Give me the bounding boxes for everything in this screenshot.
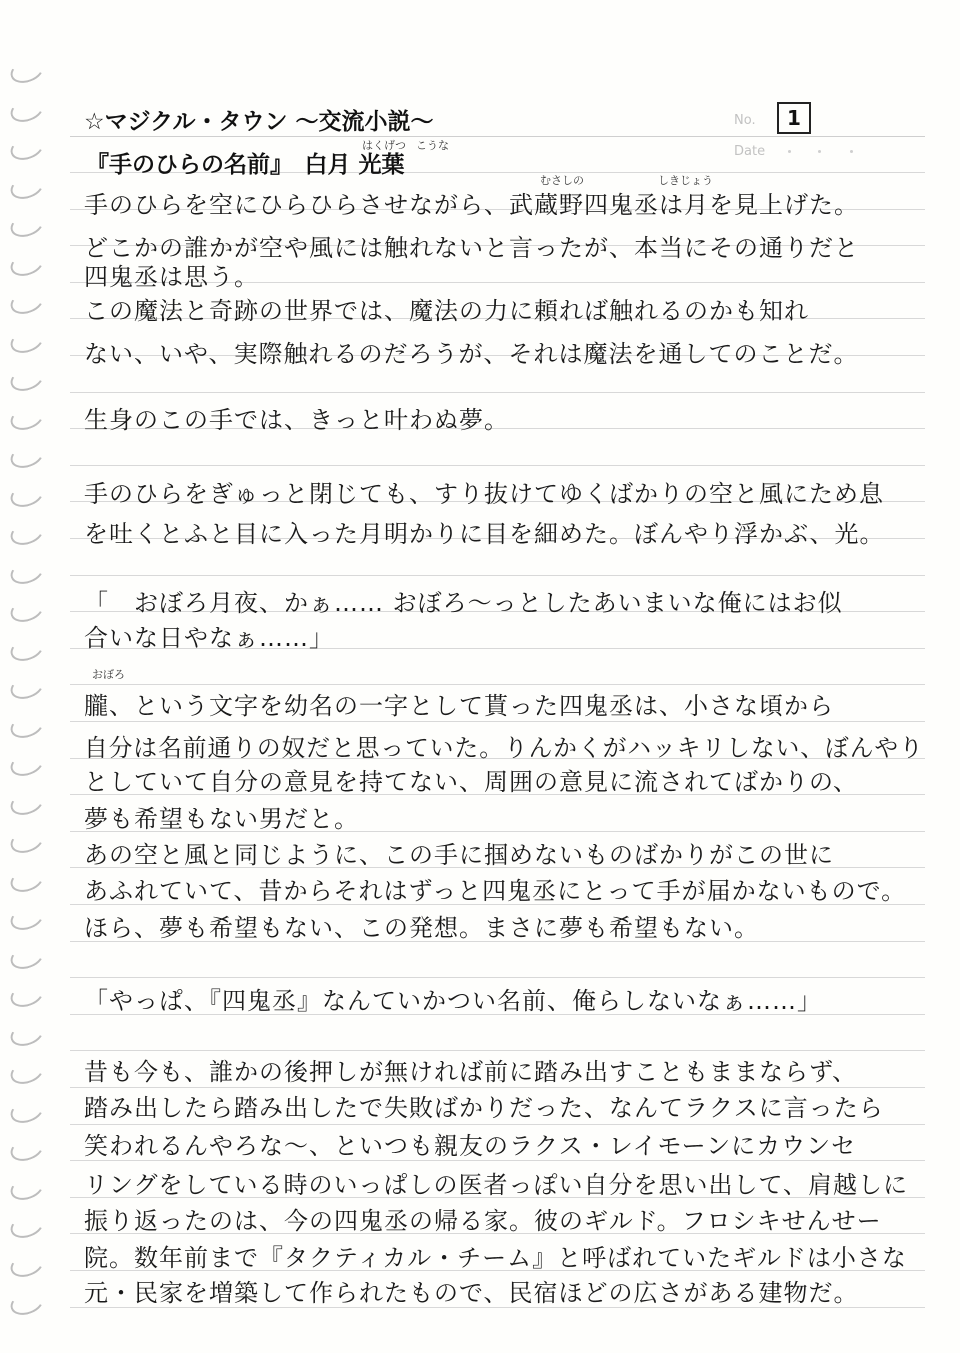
- text-line: 笑われるんやろな～、といつも親友のラクス・レイモーンにカウンセ: [84, 1132, 857, 1160]
- ruby-musashino: むさしの: [540, 174, 584, 187]
- date-dot: [850, 150, 853, 153]
- ruby-shikijou: しきじょう: [658, 174, 713, 187]
- text-line: 夢も希望もない男だと。: [84, 805, 359, 833]
- binder-hole: [7, 1056, 46, 1088]
- binder-hole: [7, 709, 46, 741]
- binder-hole: [7, 1210, 46, 1242]
- binder-hole: [7, 401, 46, 433]
- text-line: 合いな日やなぁ……」: [84, 624, 334, 652]
- binder-hole: [7, 555, 46, 587]
- ruled-line: [70, 392, 925, 393]
- binder-hole: [7, 671, 46, 703]
- binder-hole: [7, 517, 46, 549]
- binder-hole: [7, 132, 46, 164]
- date-label: Date: [734, 144, 766, 159]
- text-line: 踏み出したら踏み出したで失敗ばかりだった、なんてラクスに言ったら: [84, 1094, 884, 1122]
- date-dot: [788, 150, 791, 153]
- text-line: あふれていて、昔からそれはずっと四鬼丞にとって手が届かないもので。: [84, 877, 907, 905]
- text-line: 四鬼丞は思う。: [84, 263, 259, 291]
- text-line: 院。数年前まで『タクティカル・チーム』と呼ばれていたギルドは小さな: [84, 1244, 907, 1272]
- binder-hole: [7, 170, 46, 202]
- ruled-line: [70, 721, 925, 722]
- binder-hole: [7, 1094, 46, 1126]
- text-line: としていて自分の意見を持てない、周囲の意見に流されてばかりの、: [84, 768, 859, 796]
- binder-hole: [7, 363, 46, 395]
- text-line: 朧、という文字を幼名の一字として貰った四鬼丞は、小さな頃から: [84, 692, 834, 720]
- header-rule: [70, 136, 925, 137]
- binder-hole: [7, 93, 46, 125]
- page-number: 1: [787, 106, 801, 130]
- text-line: 手のひらをぎゅっと閉じても、すり抜けてゆくばかりの空と風にため息: [84, 480, 884, 508]
- binder-hole: [7, 324, 46, 356]
- ruby-author-surname: はくげつ: [362, 139, 406, 152]
- binder-hole: [7, 247, 46, 279]
- ruled-line: [70, 465, 925, 466]
- ruled-line: [70, 977, 925, 978]
- binder-hole: [7, 1248, 46, 1280]
- binder-hole: [7, 786, 46, 818]
- ruby-oboro: おぼろ: [92, 668, 125, 681]
- binder-hole: [7, 209, 46, 241]
- no-label: No.: [734, 113, 756, 128]
- binder-hole: [7, 1287, 46, 1319]
- ruled-line: [70, 1124, 925, 1125]
- binder-hole: [7, 940, 46, 972]
- text-line: 昔も今も、誰かの後押しが無ければ前に踏み出すこともままならず、: [84, 1058, 858, 1086]
- binder-hole: [7, 748, 46, 780]
- binder-hole: [7, 478, 46, 510]
- ruled-line: [70, 575, 925, 576]
- text-line: 「 おぼろ月夜、かぁ…… おぼろ～っとしたあいまいな俺にはお似: [84, 589, 843, 617]
- text-line: この魔法と奇跡の世界では、魔法の力に頼れば触れるのかも知れ: [84, 297, 809, 325]
- binder-hole: [7, 632, 46, 664]
- binder-hole: [7, 55, 46, 87]
- text-line: リングをしている時のいっぱしの医者っぽい自分を思い出して、肩越しに: [84, 1171, 909, 1199]
- story-title-author: 『手のひらの名前』 白月 光葉: [86, 152, 405, 178]
- binder-hole: [7, 440, 46, 472]
- text-line: 生身のこの手では、きっと叶わぬ夢。: [84, 406, 509, 434]
- date-dot: [818, 150, 821, 153]
- text-line: を吐くとふと目に入った月明かりに目を細めた。ぼんやり浮かぶ、光。: [84, 520, 885, 548]
- text-line: 「やっぱ、『四鬼丞』なんていかつい名前、俺らしないなぁ……」: [84, 987, 822, 1015]
- page-title: ☆マジクル・タウン ～交流小説～: [84, 109, 434, 135]
- binder-hole: [7, 979, 46, 1011]
- text-line: どこかの誰かが空や風には触れないと言ったが、本当にその通りだと: [84, 234, 859, 262]
- text-line: あの空と風と同じように、この手に掴めないものばかりがこの世に: [84, 841, 834, 869]
- binder-hole: [7, 1017, 46, 1049]
- ruby-author-given: こうな: [416, 139, 449, 152]
- binder-hole: [7, 825, 46, 857]
- text-line: 自分は名前通りの奴だと思っていた。りんかくがハッキリしない、ぼんやり: [84, 734, 924, 762]
- text-line: 元・民家を増築して作られたもので、民宿ほどの広さがある建物だ。: [84, 1279, 859, 1307]
- text-line: ない、いや、実際触れるのだろうが、それは魔法を通してのことだ。: [84, 340, 859, 368]
- text-line: 振り返ったのは、今の四鬼丞の帰る家。彼のギルド。フロシキせんせー: [84, 1207, 882, 1235]
- binder-hole: [7, 286, 46, 318]
- binder-hole: [7, 594, 46, 626]
- binder-hole: [7, 902, 46, 934]
- binder-hole: [7, 1133, 46, 1165]
- text-line: ほら、夢も希望もない、この発想。まさに夢も希望もない。: [84, 914, 759, 942]
- binder-hole: [7, 863, 46, 895]
- text-line: 手のひらを空にひらひらさせながら、武蔵野四鬼丞は月を見上げた。: [84, 191, 859, 219]
- binder-hole: [7, 1171, 46, 1203]
- page-number-box: [777, 102, 811, 134]
- binder-holes: [0, 60, 60, 1340]
